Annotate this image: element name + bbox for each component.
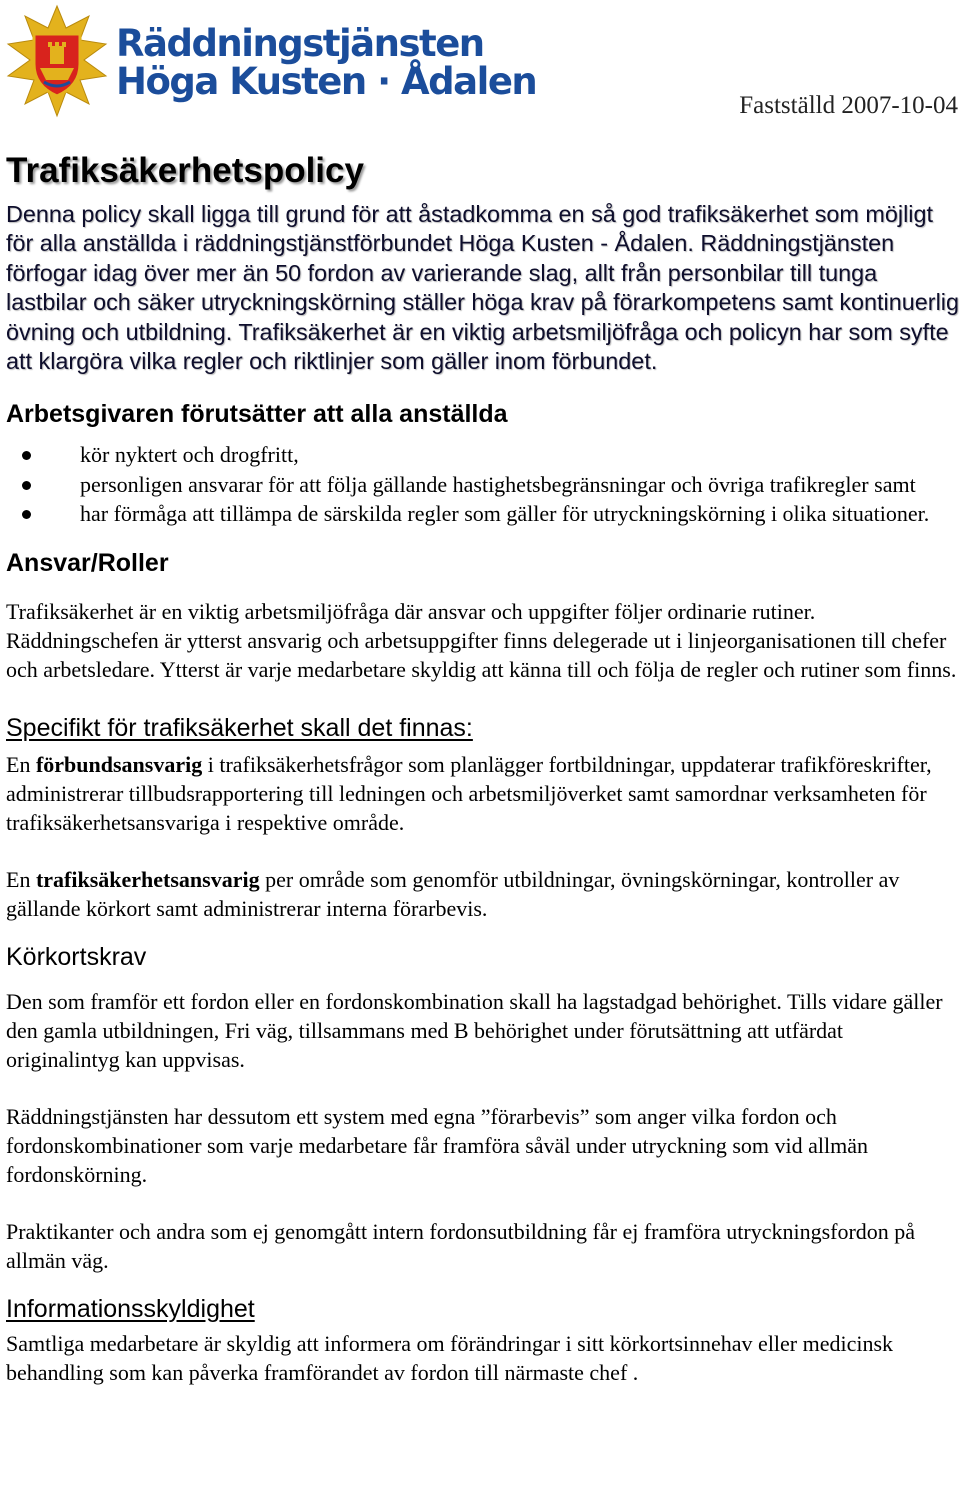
intro-paragraph: Denna policy skall ligga till grund för att åstadkomma en så god trafiksäkerhet som möjligt för alla anställda i räddningstjänstförbundet Höga Kusten - Ådalen. Räddningstjänsten förfogar idag över mer än 50 fordon av varierande slag, allt från personbilar till tunga lastbilar och säker utryckningskörning ställer höga krav på förarkompetens samt kontinuerlig övning och utbildning. Trafiksäkerhet är en viktig arbetsmiljöfråga och policyn har som syfte att klargöra vilka regler och riktlinjer som gäller inom förbundet. <box>6 201 959 375</box>
role-name-bold: förbundsansvarig <box>35 751 203 777</box>
document-body <box>6 148 960 1387</box>
organization-name-line-1: Räddningstjänsten <box>116 22 484 65</box>
roles-heading: Ansvar/Roller <box>6 548 169 577</box>
bullet-icon <box>22 481 31 490</box>
info-paragraph: Samtliga medarbetare är skyldig att informera om förändringar i sitt körkortsinnehav eller medicinsk behandling som kan påverka framförandet av fordon till närmaste chef . <box>6 1330 894 1385</box>
employer-heading: Arbetsgivaren förutsätter att alla anställda <box>6 400 508 429</box>
license-paragraph-2: Räddningstjänsten har dessutom ett system med egna ”förarbevis” som anger vilka fordon och fordonskombinationer som varje medarbetare får framföra såväl under utryckning som vid allmän fordonskörning. <box>6 1103 868 1187</box>
license-heading: Körkortskrav <box>6 942 147 971</box>
specific-paragraph-1: En förbundsansvarig i trafiksäkerhetsfrågor som planlägger fortbildningar, uppdaterar trafikföreskrifter, administrerar tillbudsrapportering till ledningen och arbetsmiljöverket samt samordnar verksamheten för trafiksäkerhetsansvariga i respektive område. <box>6 751 932 835</box>
license-paragraph-3: Praktikanter och andra som ej genomgått intern fordonsutbildning får ej framföra utryckningsfordon på allmän väg. <box>6 1218 916 1273</box>
document-title: Trafiksäkerhetspolicy <box>6 151 364 190</box>
bullet-icon <box>22 451 31 460</box>
organization-logo <box>4 4 110 120</box>
established-date: Fastställd 2007-10-04 <box>739 92 958 119</box>
list-item: har förmåga att tillämpa de särskilda regler som gäller för utryckningskörning i olika situationer. <box>6 499 960 529</box>
license-paragraph-1: Den som framför ett fordon eller en fordonskombination skall ha lagstadgad behörighet. Tills vidare gäller den gamla utbildningen, Fri väg, tillsammans med B behörighet under förutsättning att utfärdat originalintyg kan uppvisas. <box>6 988 943 1072</box>
info-heading: Informationsskyldighet <box>6 1294 255 1323</box>
bullet-icon <box>22 510 31 519</box>
specific-paragraph-2: En trafiksäkerhetsansvarig per område som genomför utbildningar, övningskörningar, kontroller av gällande körkort samt administrerar interna förarbevis. <box>6 866 900 921</box>
list-item: personligen ansvarar för att följa gällande hastighetsbegränsningar och övriga trafikregler samt <box>6 470 960 500</box>
organization-name-line-2: Höga Kusten · Ådalen <box>116 60 537 103</box>
specific-heading: Specifikt för trafiksäkerhet skall det finnas: <box>6 713 473 742</box>
roles-paragraph: Trafiksäkerhet är en viktig arbetsmiljöfråga där ansvar och uppgifter följer ordinarie rutiner. Räddningschefen är ytterst ansvarig och arbetsuppgifter finns delegerade ut i linjeorganisationen till chefer och arbetsledare. Ytterst är varje medarbetare skyldig att känna till och följa de regler och rutiner som finns. <box>6 598 957 682</box>
role-name-bold: trafiksäkerhetsansvarig <box>35 866 260 892</box>
list-item: kör nyktert och drogfritt, <box>6 440 960 470</box>
emblem-icon <box>4 4 110 120</box>
employer-list <box>6 440 960 529</box>
